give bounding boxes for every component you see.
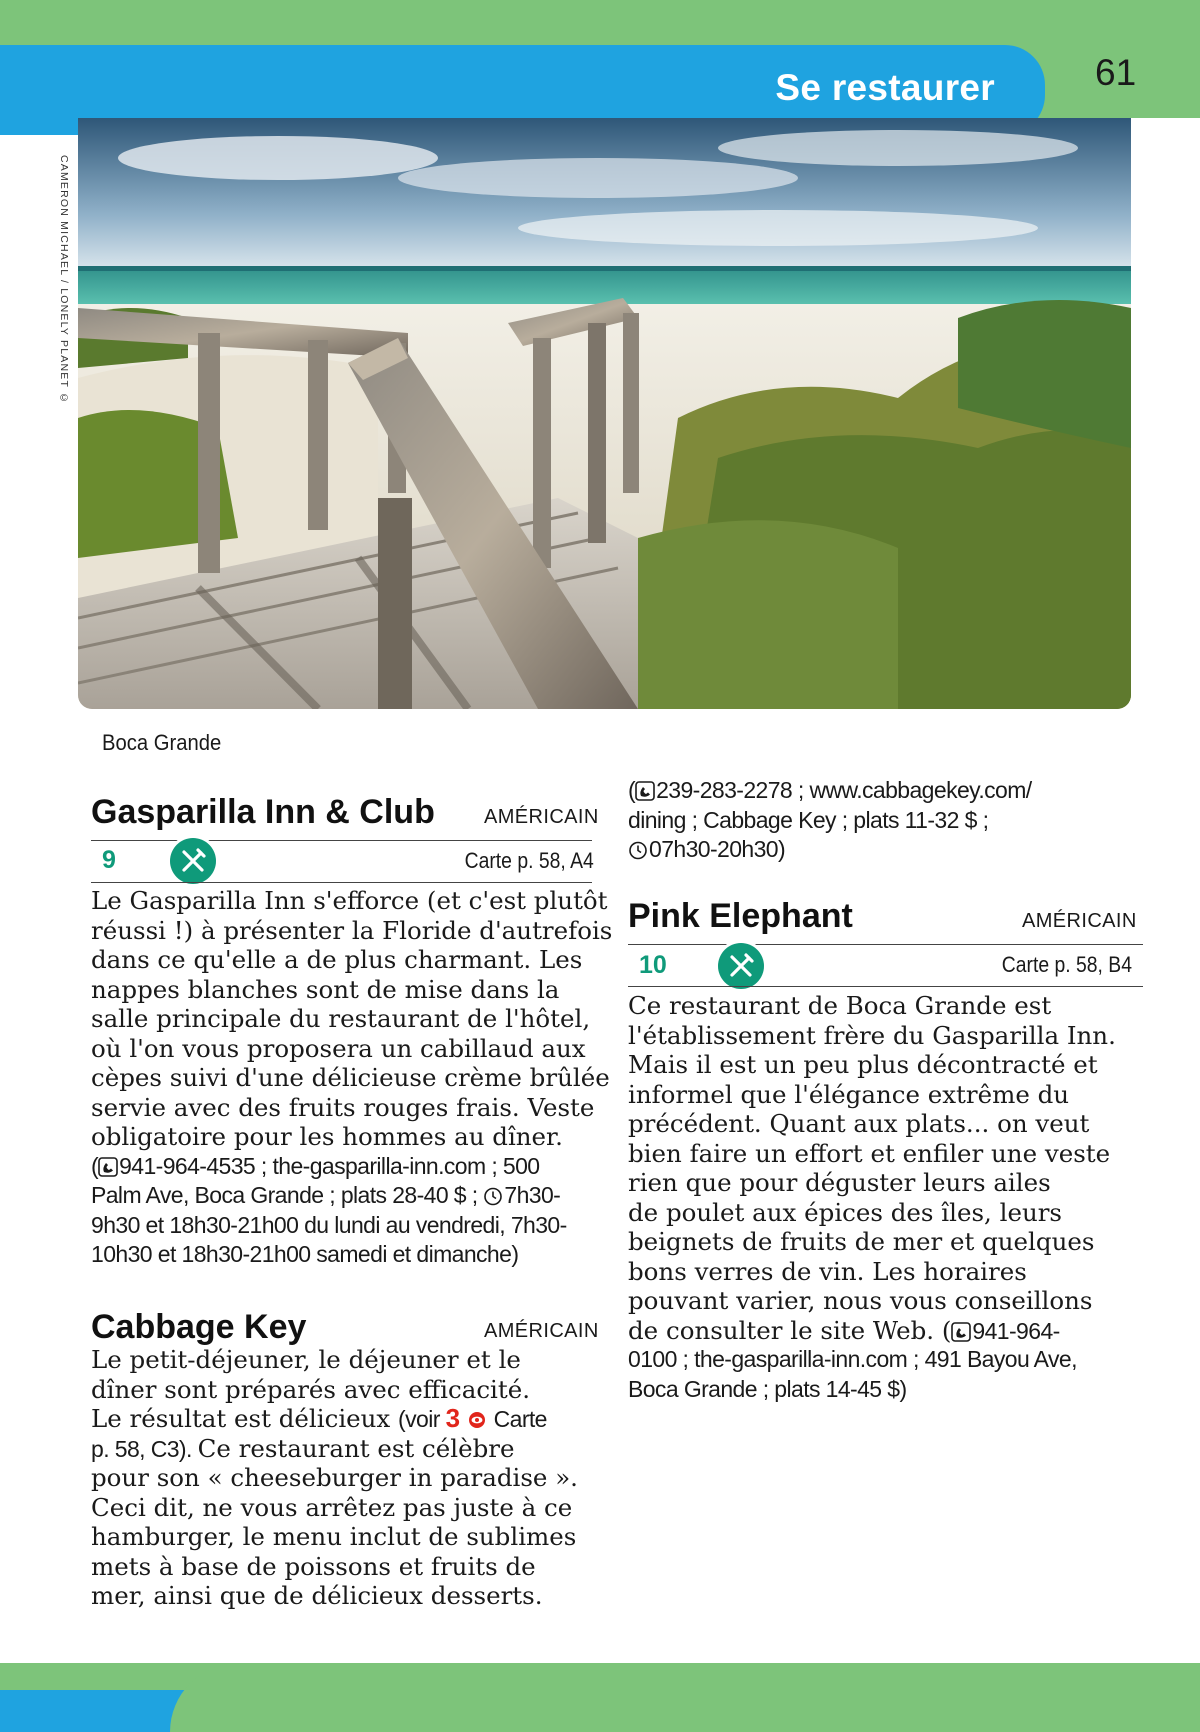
phone-icon (98, 1157, 118, 1177)
text-line: pouvant varier, nous vous conseillons (628, 1286, 1093, 1315)
text-line: pour son « cheeseburger in paradise ». (91, 1463, 578, 1492)
text-line: bons verres de vin. Les horaires (628, 1256, 1027, 1286)
text-line: Le petit-déjeuner, le déjeuner et le (91, 1345, 521, 1374)
text-line: cèpes suivi d'une délicieuse crème brûlée (91, 1063, 610, 1092)
sight-reference-number: 3 (445, 1403, 461, 1433)
info-text: Palm Ave, Boca Grande ; plats 28-40 $ ; (91, 1182, 484, 1208)
entry-category: AMÉRICAIN (1022, 910, 1137, 932)
info-text: 941-964- (972, 1317, 1060, 1344)
entry-rule (628, 944, 1143, 945)
clock-icon (628, 840, 648, 860)
entry-title: Gasparilla Inn & Club (91, 793, 435, 831)
text-fragment: (voir (398, 1406, 446, 1432)
info-line: ( 941-964-4535 ; the-gasparilla-inn.com ; 500 (91, 1152, 540, 1179)
eat-icon (718, 943, 764, 989)
info-line: 9h30 et 18h30-21h00 du lundi au vendredi, 7h30- (91, 1211, 567, 1238)
entry-title: Pink Elephant (628, 897, 853, 935)
see-icon (468, 1411, 486, 1429)
info-text: 7h30- (504, 1182, 561, 1208)
entry-info (628, 776, 1032, 865)
entry-number: 9 (102, 846, 116, 874)
info-text: 07h30-20h30) (649, 836, 786, 862)
info-line: dining ; Cabbage Key ; plats 11-32 $ ; (628, 806, 989, 833)
entry-rule (91, 882, 592, 883)
info-line (91, 1181, 612, 1211)
text-fragment: p. 58, C3). (91, 1435, 198, 1462)
text-line: Ce restaurant de Boca Grande est (628, 991, 1052, 1020)
map-reference: Carte p. 58, A4 (464, 848, 594, 873)
info-text: 941-964-4535 ; the-gasparilla-inn.com ; 500 (119, 1152, 540, 1179)
entry-description (628, 991, 1116, 1404)
map-reference: Carte p. 58, B4 (1001, 952, 1132, 977)
text-line: Ceci dit, ne vous arrêtez pas juste à ce (91, 1492, 573, 1522)
text-line: informel que l'élégance extrême du (628, 1079, 1070, 1109)
text-line: dîner sont préparés avec efficacité. (91, 1374, 531, 1404)
text-line: nappes blanches sont de mise dans la (91, 974, 560, 1004)
text-line: hamburger, le menu inclut de sublimes (91, 1522, 577, 1551)
text-line: salle principale du restaurant de l'hôtel, (91, 1004, 591, 1033)
info-line: 0100 ; the-gasparilla-inn.com ; 491 Bayou Ave, (628, 1346, 1077, 1372)
section-title: Se restaurer (775, 67, 995, 108)
entry-rule (91, 840, 592, 841)
info-line: Boca Grande ; plats 14-45 $) (628, 1375, 907, 1402)
entry-number: 10 (639, 951, 667, 979)
text-fragment: Carte (493, 1406, 547, 1432)
text-line: obligatoire pour les hommes au dîner. (91, 1122, 563, 1151)
text-line: Le Gasparilla Inn s'efforce (et c'est plutôt (91, 886, 608, 915)
boardwalk-beach-photo (78, 118, 1131, 709)
text-line (91, 1434, 578, 1464)
text-line: mer, ainsi que de délicieux desserts. (91, 1581, 543, 1610)
page-number: 61 (1095, 52, 1137, 93)
text-fragment: de consulter le site Web. ( (628, 1315, 952, 1345)
entry-category: AMÉRICAIN (484, 806, 599, 828)
phone-icon (635, 781, 655, 801)
info-line: ( 239-283-2278 ; www.cabbagekey.com/ (628, 777, 1032, 803)
text-line: l'établissement frère du Gasparilla Inn. (628, 1020, 1116, 1050)
photo-credit: CAMERON MICHAEL / LONELY PLANET © (58, 155, 70, 406)
text-line: servie avec des fruits rouges frais. Veste (91, 1092, 595, 1122)
text-line (628, 1316, 1116, 1346)
info-text: 239-283-2278 ; www.cabbagekey.com/ (656, 777, 1032, 803)
photo-caption: Boca Grande (102, 730, 222, 755)
info-line: 10h30 et 18h30-21h00 samedi et dimanche) (91, 1241, 519, 1267)
entry-description (91, 1345, 578, 1611)
entry-category: AMÉRICAIN (484, 1320, 599, 1342)
text-line: mets à base de poissons et fruits de (91, 1551, 536, 1581)
text-line: réussi !) à présenter la Floride d'autrefois (91, 915, 613, 945)
text-line: où l'on vous proposera un cabillaud aux (91, 1033, 586, 1063)
text-line: Mais il est un peu plus décontracté et (628, 1050, 1098, 1079)
entry-rule (628, 986, 1143, 987)
entry-description (91, 886, 612, 1270)
phone-icon (951, 1322, 971, 1342)
text-line: rien que pour déguster leurs ailes (628, 1168, 1051, 1197)
info-line (628, 835, 1032, 865)
clock-icon (483, 1186, 503, 1206)
text-line: beignets de fruits de mer et quelques (628, 1227, 1095, 1256)
text-line: bien faire un effort et enfiler une veste (628, 1138, 1111, 1168)
text-fragment: Ce restaurant est célèbre (197, 1433, 515, 1463)
text-line (91, 1404, 578, 1434)
entry-title: Cabbage Key (91, 1308, 307, 1346)
eat-icon (170, 838, 216, 884)
text-line: précédent. Quant aux plats... on veut (628, 1109, 1090, 1138)
text-fragment: Le résultat est délicieux (91, 1404, 399, 1433)
text-line: de poulet aux épices des îles, leurs (628, 1197, 1063, 1227)
text-line: dans ce qu'elle a de plus charmant. Les (91, 945, 583, 974)
